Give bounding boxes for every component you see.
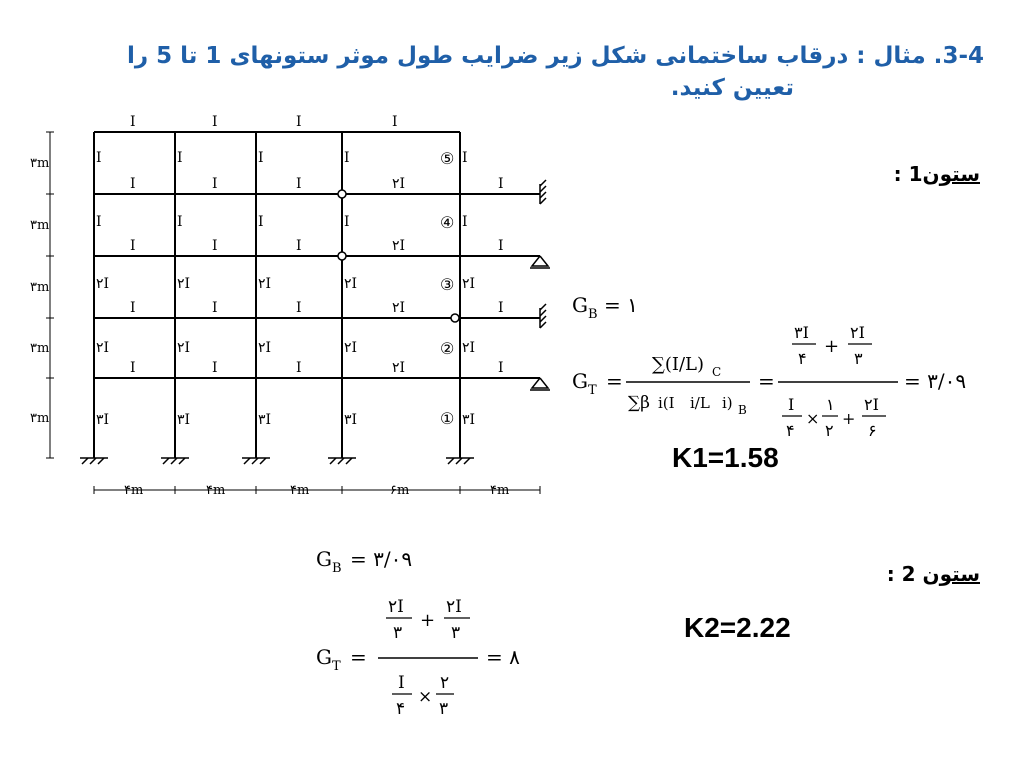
num-b-den: ۳ <box>451 623 461 643</box>
beam-label: I <box>296 360 302 376</box>
svg-text:×: × <box>806 409 820 428</box>
column-label: I <box>258 150 264 166</box>
column-number-3: ③ <box>440 275 455 294</box>
frac-num-b: ۲I <box>850 323 865 342</box>
column-label: ۲I <box>96 340 110 356</box>
column-1-label <box>894 162 980 186</box>
column-1-word: ستون <box>922 162 980 186</box>
gt-result: = ۳/۰۹ <box>904 369 967 393</box>
column-label: ۲I <box>344 276 358 292</box>
beam-label: I <box>212 300 218 316</box>
gb-symbol: G <box>572 293 588 317</box>
bay-width-1: ۴m <box>124 483 144 498</box>
story-height-1: ۳m <box>30 411 50 426</box>
beam-label: I <box>130 300 136 316</box>
frac-den-a: I <box>788 395 795 414</box>
formula-denominator: ∑β <box>628 393 650 413</box>
column-label: ۲I <box>462 340 476 356</box>
beam-label: I <box>130 176 136 192</box>
beam-label: I <box>498 360 504 376</box>
beam-label: I <box>392 114 398 130</box>
num-b: ۲I <box>446 597 462 617</box>
gt-symbol: G <box>316 645 332 669</box>
column-number-1: ① <box>440 409 455 428</box>
column-label: ۳I <box>258 412 272 428</box>
beam-label: I <box>130 360 136 376</box>
column-label: ۲I <box>258 276 272 292</box>
column-number-4: ④ <box>440 213 455 232</box>
k2-result: K2=2.22 <box>684 612 791 643</box>
beam-label: I <box>212 238 218 254</box>
story-height-3: ۳m <box>30 280 50 295</box>
column-label: ۲I <box>177 340 191 356</box>
column-label: I <box>462 214 468 230</box>
column-label: ۲I <box>177 276 191 292</box>
frac-num-a-den: ۴ <box>798 349 807 368</box>
svg-text:=: = <box>350 645 367 669</box>
frac-den-c: ۲I <box>864 395 879 414</box>
denominator-mid: i(I <box>658 394 675 412</box>
column-2-colon: : <box>886 562 895 586</box>
beam-label: I <box>296 176 302 192</box>
column-label: ۲I <box>258 340 272 356</box>
frac-num-b-den: ۳ <box>854 349 863 368</box>
svg-text:+: + <box>824 336 840 357</box>
column-label: ۲I <box>96 276 110 292</box>
beam-label: ۲I <box>392 300 406 316</box>
beam-label: I <box>296 300 302 316</box>
formula-2 <box>310 532 560 732</box>
denominator-subscript: B <box>738 403 747 417</box>
column-label: I <box>344 214 350 230</box>
column-2-label <box>887 562 980 586</box>
column-number-2: ② <box>440 339 455 358</box>
column-label: ۳I <box>96 412 110 428</box>
den-a-den: ۴ <box>396 699 406 719</box>
formula-1 <box>566 286 986 446</box>
gb-value: = ۳/۰۹ <box>350 547 413 571</box>
column-label: ۳I <box>344 412 358 428</box>
k1-result: K1=1.58 <box>672 442 779 473</box>
beam-label: ۲I <box>392 176 406 192</box>
column-label: I <box>462 150 468 166</box>
num-a-den: ۳ <box>393 623 403 643</box>
beam-label: I <box>296 114 302 130</box>
column-2-number: 2 <box>901 562 916 586</box>
frac-den-b-den: ۲ <box>825 421 834 440</box>
beam-label: ۲I <box>392 360 406 376</box>
beam-label: I <box>212 176 218 192</box>
gb-value: = ۱ <box>604 293 638 317</box>
column-label: ۲I <box>462 276 476 292</box>
gt-subscript: T <box>588 383 597 398</box>
svg-text:=: = <box>758 369 775 393</box>
column-1-number: 1 <box>908 162 923 186</box>
den-b: ۲ <box>440 673 450 693</box>
column-label: ۳I <box>462 412 476 428</box>
column-label: I <box>177 150 183 166</box>
column-2-word: ستون <box>922 562 980 586</box>
bay-width-4: ۶m <box>390 483 410 498</box>
beam-label: I <box>212 114 218 130</box>
column-label: I <box>96 214 102 230</box>
frac-den-a-den: ۴ <box>786 421 795 440</box>
beam-label: ۲I <box>392 238 406 254</box>
bay-width-3: ۴m <box>290 483 310 498</box>
den-b-den: ۳ <box>439 699 449 719</box>
svg-text:×: × <box>418 687 433 707</box>
gt-symbol: G <box>572 369 588 393</box>
frac-den-c-den: ۶ <box>868 421 877 440</box>
svg-text:+: + <box>420 610 436 631</box>
bay-width-2: ۴m <box>206 483 226 498</box>
building-frame-diagram <box>30 98 570 508</box>
example-title <box>24 40 984 104</box>
gb-subscript: B <box>588 307 598 322</box>
gb-subscript: B <box>332 561 342 576</box>
beam-label: I <box>296 238 302 254</box>
column-label: I <box>258 214 264 230</box>
beam-label: I <box>212 360 218 376</box>
title-line-2: تعیین کنید. <box>670 75 794 101</box>
num-a: ۲I <box>388 597 404 617</box>
beam-label: I <box>130 114 136 130</box>
title-line-1: 3-4. مثال : درقاب ساختمانی شکل زیر ضرایب طول موثر ستونهای 1 تا 5 را <box>126 43 984 69</box>
beam-label: I <box>498 300 504 316</box>
formula-numerator: ∑(I/L) <box>652 354 705 375</box>
column-label: ۳I <box>177 412 191 428</box>
den-a: I <box>398 673 405 693</box>
column-1-colon: : <box>893 162 902 186</box>
svg-text:+: + <box>842 409 856 428</box>
svg-text:=: = <box>606 369 623 393</box>
story-height-4: ۳m <box>30 218 50 233</box>
beam-label: I <box>130 238 136 254</box>
column-label: ۲I <box>344 340 358 356</box>
frac-num-a: ۳I <box>794 323 809 342</box>
column-label: I <box>344 150 350 166</box>
numerator-subscript: C <box>712 365 722 379</box>
gb-symbol: G <box>316 547 332 571</box>
column-label: I <box>177 214 183 230</box>
bay-width-5: ۴m <box>490 483 510 498</box>
beam-label: I <box>498 176 504 192</box>
story-height-5: ۳m <box>30 156 50 171</box>
denominator-tail: i/L <box>690 394 710 412</box>
gt-subscript: T <box>332 659 341 674</box>
story-height-2: ۳m <box>30 341 50 356</box>
column-label: I <box>96 150 102 166</box>
beam-label: I <box>498 238 504 254</box>
gt-result: = ۸ <box>486 645 520 669</box>
column-number-5: ⑤ <box>440 149 455 168</box>
frac-den-b: ۱ <box>826 395 835 414</box>
denominator-end: i) <box>722 394 733 412</box>
